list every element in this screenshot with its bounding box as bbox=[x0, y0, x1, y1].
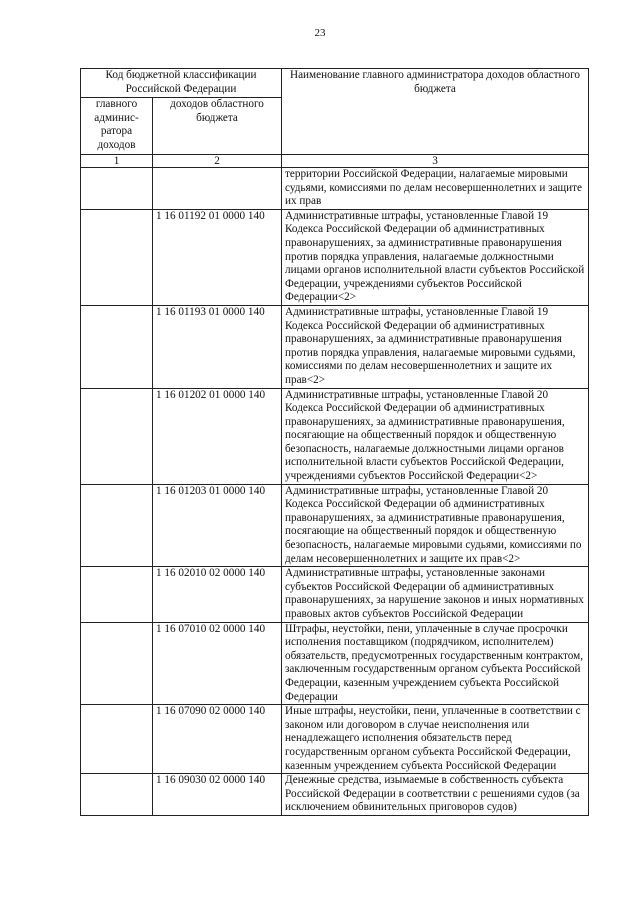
table-row bbox=[81, 774, 589, 816]
admin-code-cell bbox=[81, 305, 153, 388]
chief-administrator-header: главного админис-ратора доходов bbox=[81, 98, 153, 155]
column-number: 3 bbox=[282, 155, 589, 168]
table-row bbox=[81, 209, 589, 305]
budget-code-group-header: Код бюджетной классификации Российской Федерации bbox=[81, 69, 282, 98]
table-body bbox=[81, 168, 589, 816]
table-row bbox=[81, 705, 589, 774]
revenue-name-cell: Иные штрафы, неустойки, пени, уплаченные в соответствии с законом или договором в случае неисполнения или ненадлежащего исполнения обязательств перед государственным органом субъекта Российской Федерации, казенным учреждением субъекта Российской Федерации bbox=[282, 705, 589, 774]
admin-code-cell bbox=[81, 209, 153, 305]
revenue-name-cell: Административные штрафы, установленные законами субъектов Российской Федерации об административных правонарушениях, за нарушение законов и иных нормативных правовых актов субъектов Российской Федерации bbox=[282, 567, 589, 622]
column-number-row bbox=[81, 155, 589, 168]
revenue-name-cell: Административные штрафы, установленные Главой 20 Кодекса Российской Федерации об административных правонарушениях, за административные правонарушения, посягающие на общественный порядок и общественную безопасность, налагаемые мировыми судьями, комиссиями по делам несовершеннолетних и защите их прав<2> bbox=[282, 484, 589, 567]
revenue-code-cell: 1 16 01193 01 0000 140 bbox=[153, 305, 282, 388]
revenue-code-cell: 1 16 07010 02 0000 140 bbox=[153, 622, 282, 705]
column-number: 2 bbox=[153, 155, 282, 168]
revenue-name-cell: Административные штрафы, установленные Главой 20 Кодекса Российской Федерации об административных правонарушениях, за административные правонарушения, посягающие на общественный порядок и общественную безопасность, налагаемые должностными лицами органов исполнительной власти субъектов Российской Федерации, учреждениями субъектов Российской Федерации<2> bbox=[282, 388, 589, 484]
revenue-name-cell: Штрафы, неустойки, пени, уплаченные в случае просрочки исполнения поставщиком (подрядчиком, исполнителем) обязательств, предусмотренных государственным контрактом, заключенным государственным органом субъекта Российской Федерации, казенным учреждением субъекта Российской Федерации bbox=[282, 622, 589, 705]
table-row bbox=[81, 622, 589, 705]
revenue-code-cell: 1 16 01203 01 0000 140 bbox=[153, 484, 282, 567]
table-row bbox=[81, 484, 589, 567]
revenue-name-cell: территории Российской Федерации, налагаемые мировыми судьями, комиссиями по делам несовершеннолетних и защите их прав bbox=[282, 168, 589, 210]
revenue-classification-table bbox=[80, 68, 589, 816]
revenue-code-cell: 1 16 02010 02 0000 140 bbox=[153, 567, 282, 622]
admin-code-cell bbox=[81, 774, 153, 816]
admin-code-cell bbox=[81, 567, 153, 622]
table-row bbox=[81, 305, 589, 388]
page-number: 23 bbox=[314, 27, 326, 39]
revenue-name-cell: Административные штрафы, установленные Главой 19 Кодекса Российской Федерации об административных правонарушениях, за административные правонарушения против порядка управления, налагаемые должностными лицами органов исполнительной власти субъектов Российской Федерации, учреждениями субъектов Российской Федерации<2> bbox=[282, 209, 589, 305]
table-header bbox=[81, 69, 589, 168]
admin-code-cell bbox=[81, 388, 153, 484]
admin-code-cell bbox=[81, 168, 153, 210]
table-row bbox=[81, 388, 589, 484]
admin-code-cell bbox=[81, 622, 153, 705]
revenue-code-cell bbox=[153, 168, 282, 210]
revenue-code-cell: 1 16 01202 01 0000 140 bbox=[153, 388, 282, 484]
revenue-code-cell: 1 16 09030 02 0000 140 bbox=[153, 774, 282, 816]
revenue-code-cell: 1 16 01192 01 0000 140 bbox=[153, 209, 282, 305]
column-number: 1 bbox=[81, 155, 153, 168]
revenue-code-cell: 1 16 07090 02 0000 140 bbox=[153, 705, 282, 774]
admin-code-cell bbox=[81, 705, 153, 774]
admin-code-cell bbox=[81, 484, 153, 567]
administrator-name-header: Наименование главного администратора доходов областного бюджета bbox=[282, 69, 589, 155]
revenue-name-cell: Административные штрафы, установленные Главой 19 Кодекса Российской Федерации об административных правонарушениях, за административные правонарушения против порядка управления, налагаемые мировыми судьями, комиссиями по делам несовершеннолетних и защите их прав<2> bbox=[282, 305, 589, 388]
table-row bbox=[81, 168, 589, 210]
revenue-name-cell: Денежные средства, изымаемые в собственность субъекта Российской Федерации в соответствии с решениями судов (за исключением обвинительных приговоров судов) bbox=[282, 774, 589, 816]
table-row bbox=[81, 567, 589, 622]
regional-revenue-header: доходов областного бюджета bbox=[153, 98, 282, 155]
